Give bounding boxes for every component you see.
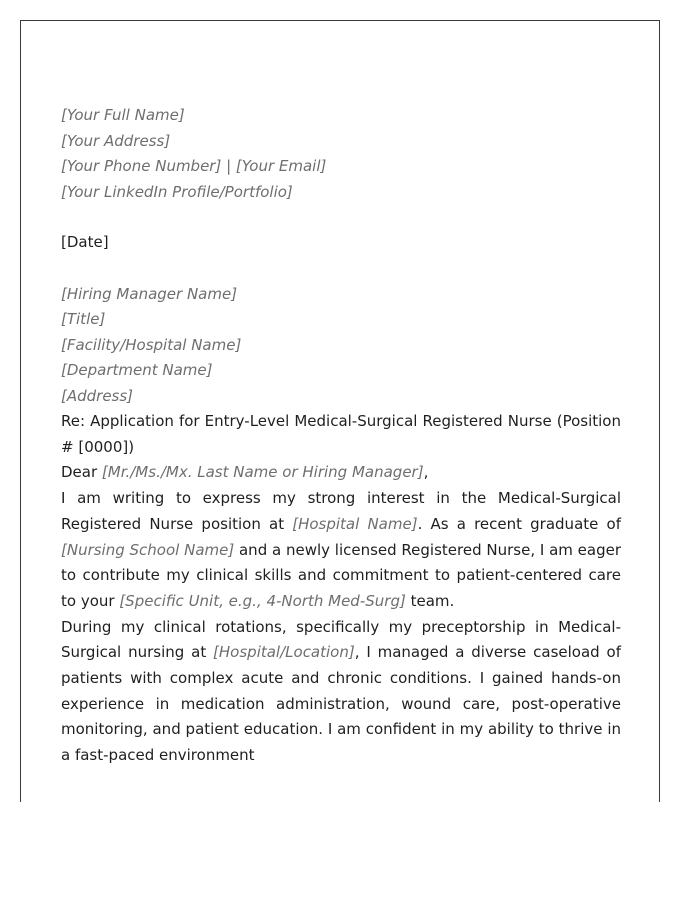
- p1-text-4: team.: [405, 591, 455, 610]
- recipient-block: [61, 282, 621, 410]
- p1-school-placeholder: [Nursing School Name]: [61, 540, 235, 559]
- recipient-name: [Hiring Manager Name]: [61, 284, 238, 303]
- sender-profile: [Your LinkedIn Profile/Portfolio]: [61, 182, 293, 201]
- p1-text-2: . As a recent graduate of: [417, 514, 621, 533]
- p2-location-placeholder: [Hospital/Location]: [213, 643, 355, 662]
- p1-hospital-placeholder: [Hospital Name]: [292, 514, 418, 533]
- recipient-facility: [Facility/Hospital Name]: [61, 335, 242, 354]
- recipient-department: [Department Name]: [61, 361, 213, 379]
- p2-text-2: , I managed a diverse caseload of patients with complex acute and chronic conditions. I gained hands-on experience in medication administration, wound care, post-operative monitoring, and patient education. I am confident in my ability to thrive in a fast-paced environment: [61, 643, 621, 765]
- recipient-title: [Title]: [61, 310, 106, 328]
- document-page: [20, 20, 660, 802]
- sender-contact: [Your Phone Number] | [Your Email]: [61, 157, 327, 175]
- p1-text-3: and a newly licensed Registered Nurse, I am eager to contribute my clinical skills and commitment to patient-centered care to your: [61, 540, 621, 610]
- p1-text-1: I am writing to express my strong interest in the Medical-Surgical Registered Nurse position at: [61, 489, 621, 533]
- sender-block: [61, 103, 621, 205]
- salutation-suffix: ,: [423, 463, 429, 482]
- subject-line: Re: Application for Entry-Level Medical-Surgical Registered Nurse (Position # [0000]): [61, 412, 621, 456]
- recipient-address: [Address]: [61, 386, 134, 405]
- sender-full-name: [Your Full Name]: [61, 106, 185, 124]
- body-paragraph-2: [61, 615, 621, 769]
- sender-address: [Your Address]: [61, 131, 171, 150]
- p1-unit-placeholder: [Specific Unit, e.g., 4-North Med-Surg]: [119, 591, 406, 610]
- letter-body: [61, 103, 621, 769]
- p2-text-1: During my clinical rotations, specifically my preceptorship in Medical-Surgical nursing at: [61, 617, 621, 662]
- salutation-name: [Mr./Ms./Mx. Last Name or Hiring Manager]: [101, 463, 424, 482]
- salutation: [61, 460, 621, 486]
- body-paragraph-1: [61, 486, 621, 615]
- date-block: [61, 230, 621, 256]
- salutation-prefix: Dear: [61, 463, 102, 482]
- letter-date: [Date]: [61, 233, 109, 251]
